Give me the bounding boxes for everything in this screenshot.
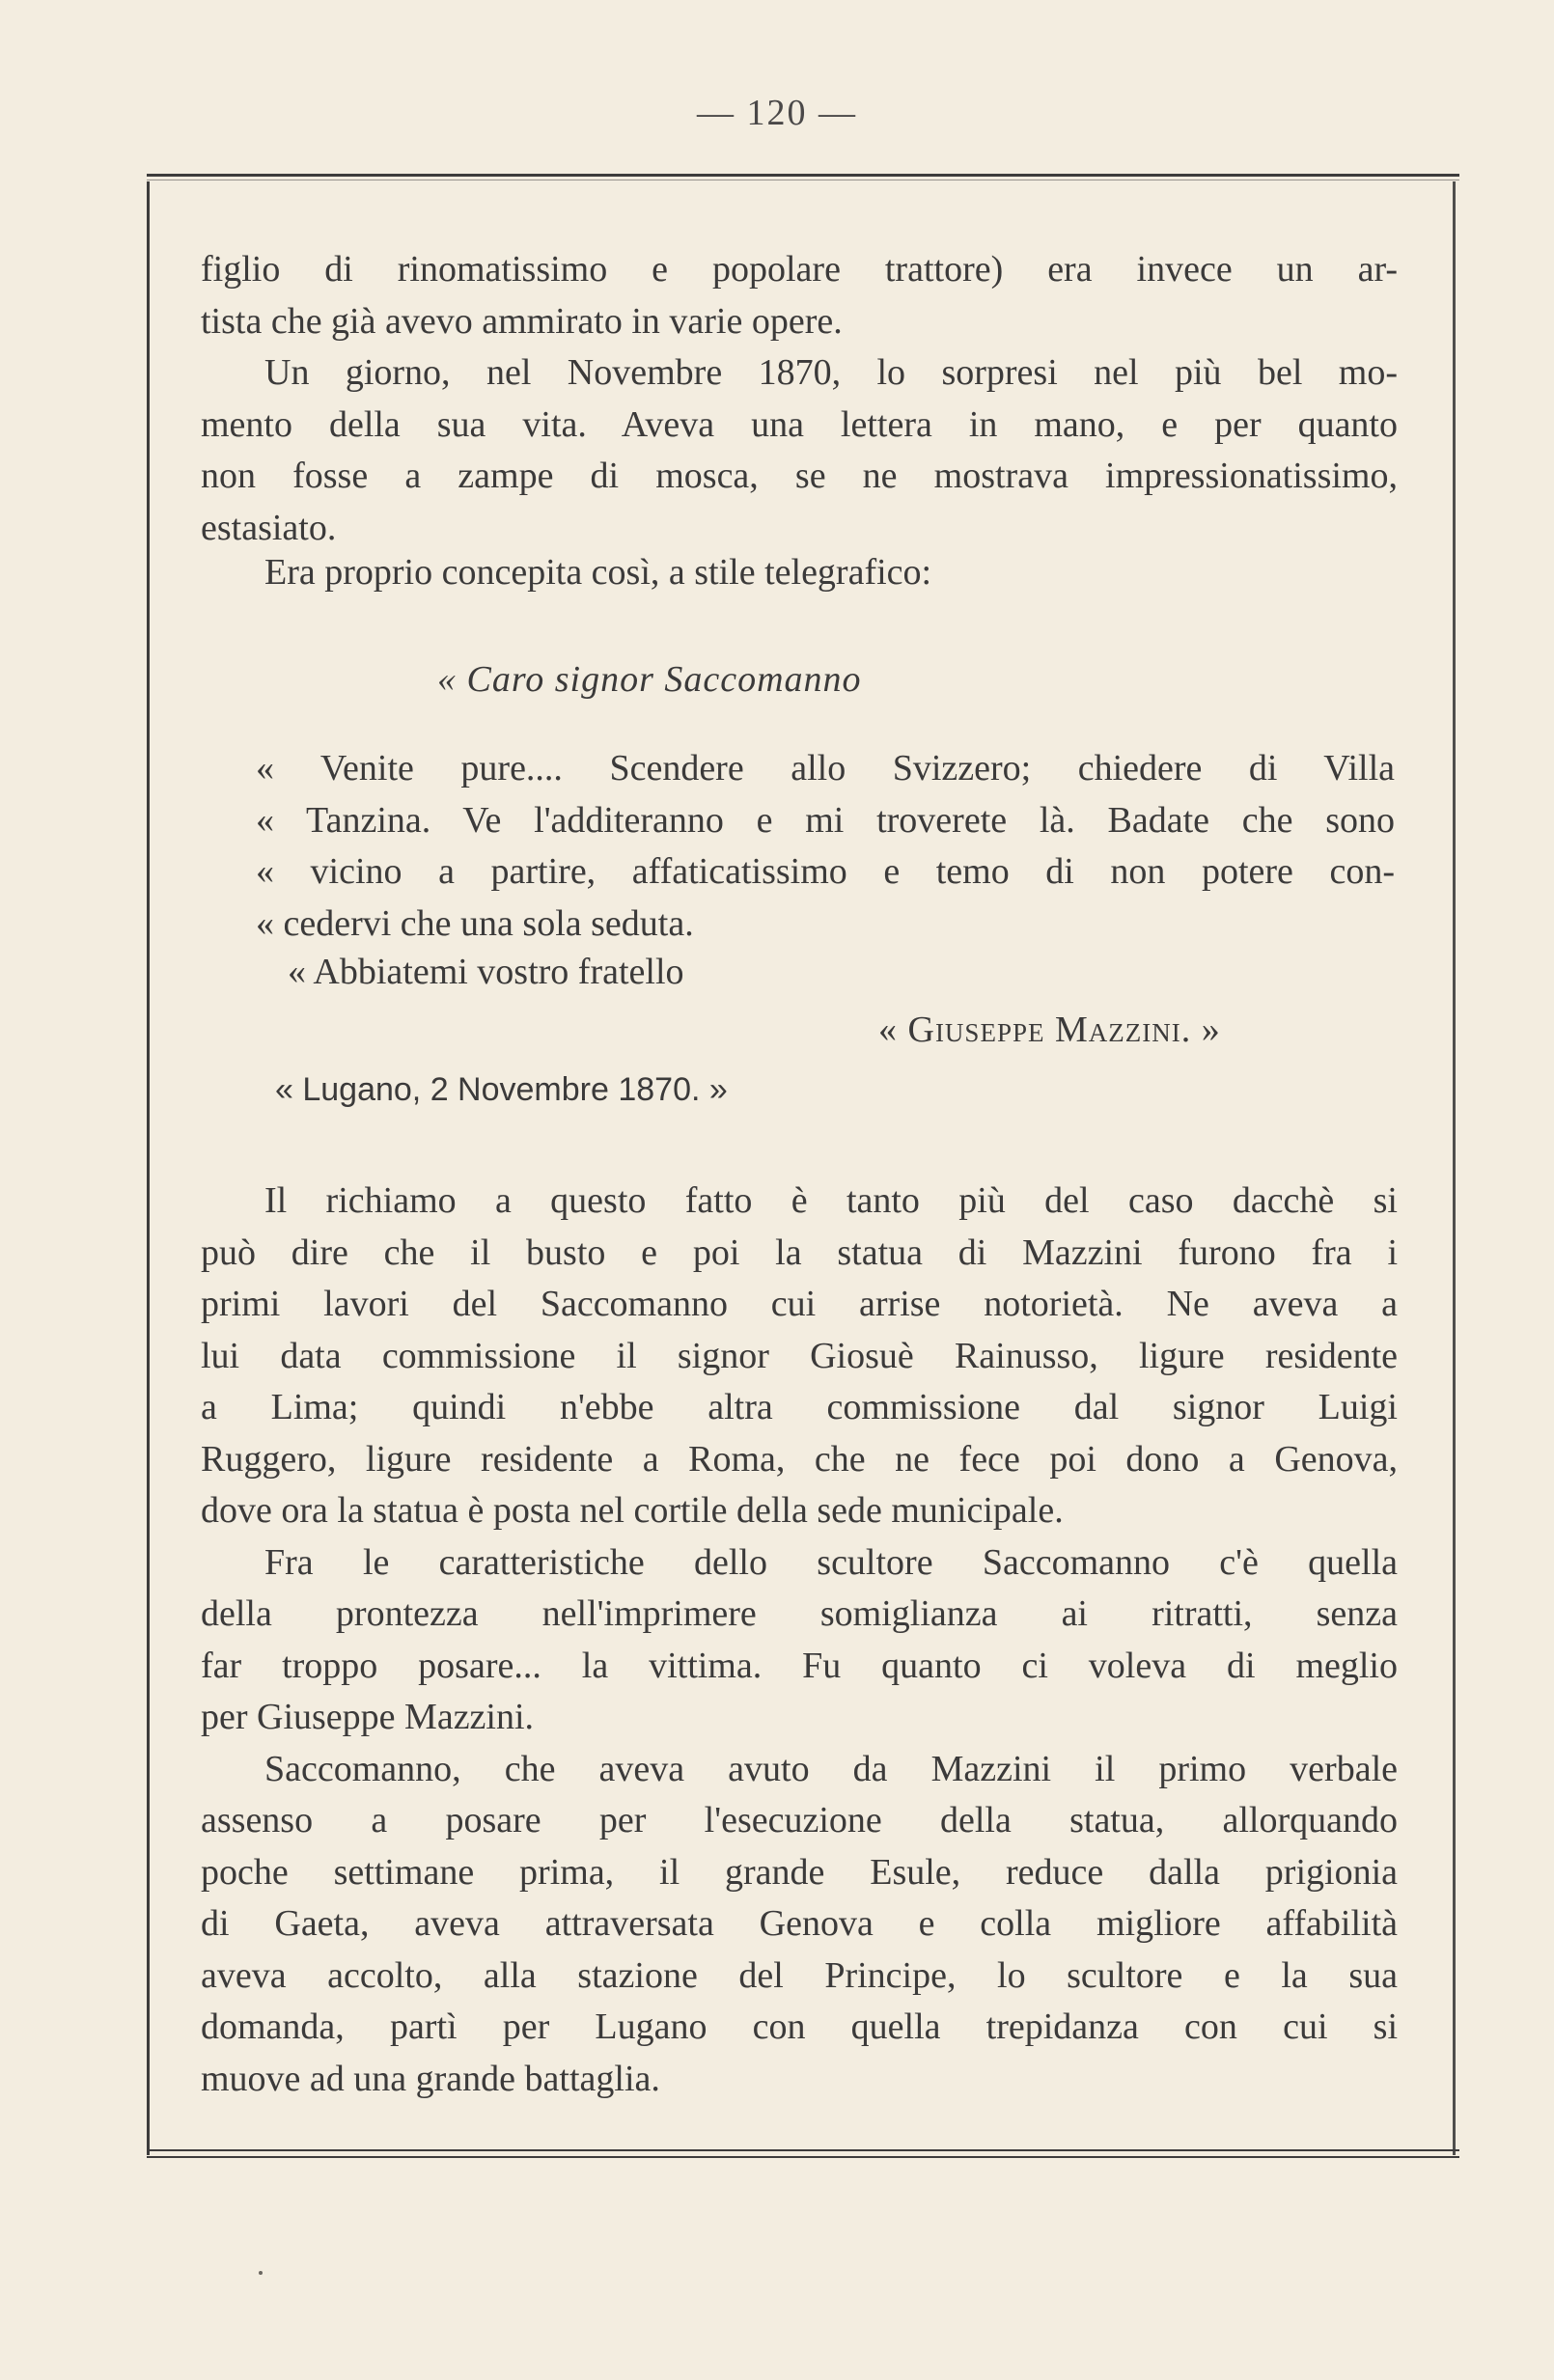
text-line: lui data commissione il signor Giosuè Rainusso, ligure residente — [201, 1335, 1398, 1376]
bottom-rule — [147, 2149, 1459, 2151]
signature-close-quote: » — [1191, 1010, 1221, 1050]
text-line: far troppo posare... la vittima. Fu quanto ci voleva di meglio — [201, 1645, 1398, 1686]
text-line: poche settimane prima, il grande Esule, reduce dalla prigionia — [201, 1851, 1398, 1893]
letter-signoff: « Abbiatemi vostro fratello — [288, 952, 684, 992]
text-line: di Gaeta, aveva attraversata Genova e colla migliore affabilità — [201, 1903, 1398, 1944]
letter-body — [256, 743, 1395, 950]
page-number: — 120 — — [697, 93, 857, 133]
text-line: può dire che il busto e poi la statua di Mazzini furono fra i — [201, 1232, 1398, 1273]
left-frame-rule — [147, 181, 150, 2155]
letter-line: « Venite pure.... Scendere allo Svizzero; chiedere di Villa — [256, 748, 1395, 789]
text-line: domanda, partì per Lugano con quella trepidanza con cui si — [201, 2006, 1398, 2047]
signature-name: Giuseppe Mazzini. — [907, 1010, 1192, 1050]
text-line: estasiato. — [201, 507, 337, 548]
letter-line: « cedervi che una sola seduta. — [256, 902, 694, 944]
text-line: Il richiamo a questo fatto è tanto più del caso dacchè si — [264, 1180, 1398, 1221]
text-line: muove ad una grande battaglia. — [201, 2058, 660, 2099]
text-line: a Lima; quindi n'ebbe altra commissione dal signor Luigi — [201, 1387, 1398, 1427]
letter-line: « vicino a partire, affaticatissimo e temo di non potere con- — [256, 851, 1395, 892]
text-line: aveva accolto, alla stazione del Principe, lo scultore e la sua — [201, 1954, 1398, 1996]
bottom-rule-second — [147, 2156, 1459, 2158]
paragraph-intro-letter — [201, 547, 1398, 599]
right-frame-rule — [1453, 181, 1456, 2155]
letter-salutation: « Caro signor Saccomanno — [437, 659, 862, 700]
text-line: assenso a posare per l'esecuzione della statua, allorquando — [201, 1800, 1398, 1840]
text-line: tista che già avevo ammirato in varie opere. — [201, 300, 843, 342]
text-line: Un giorno, nel Novembre 1870, lo sorpresi nel più bel mo- — [264, 352, 1398, 393]
text-line: non fosse a zampe di mosca, se ne mostrava impressionatissimo, — [201, 456, 1398, 496]
signature-open-quote: « — [878, 1010, 908, 1050]
text-line: figlio di rinomatissimo e popolare trattore) era invece un ar- — [201, 249, 1398, 290]
text-line: Saccomanno, che aveva avuto da Mazzini il primo verbale — [264, 1748, 1398, 1789]
text-line: per Giuseppe Mazzini. — [201, 1697, 535, 1737]
text-line: della prontezza nell'imprimere somiglianza ai ritratti, senza — [201, 1593, 1398, 1634]
letter-dateline: « Lugano, 2 Novembre 1870. » — [275, 1071, 728, 1108]
text-line: Fra le caratteristiche dello scultore Saccomanno c'è quella — [264, 1541, 1398, 1583]
text-line: dove ora la statua è posta nel cortile della sede municipale. — [201, 1490, 1064, 1531]
paper-speck — [259, 2271, 263, 2275]
text-line: mento della sua vita. Aveva una lettera in mano, e per quanto — [201, 403, 1398, 445]
text-line: primi lavori del Saccomanno cui arrise notorietà. Ne aveva a — [201, 1284, 1398, 1324]
text-line: Era proprio concepita così, a stile telegrafico: — [264, 552, 932, 593]
main-body-text — [201, 1176, 1398, 2105]
paragraph-opening — [201, 244, 1398, 554]
top-rule — [147, 174, 1459, 177]
text-line: Ruggero, ligure residente a Roma, che ne fece poi dono a Genova, — [201, 1438, 1398, 1480]
letter-line: « Tanzina. Ve l'additeranno e mi troverete là. Badate che sono — [256, 799, 1395, 841]
letter-signature — [878, 1009, 1221, 1051]
